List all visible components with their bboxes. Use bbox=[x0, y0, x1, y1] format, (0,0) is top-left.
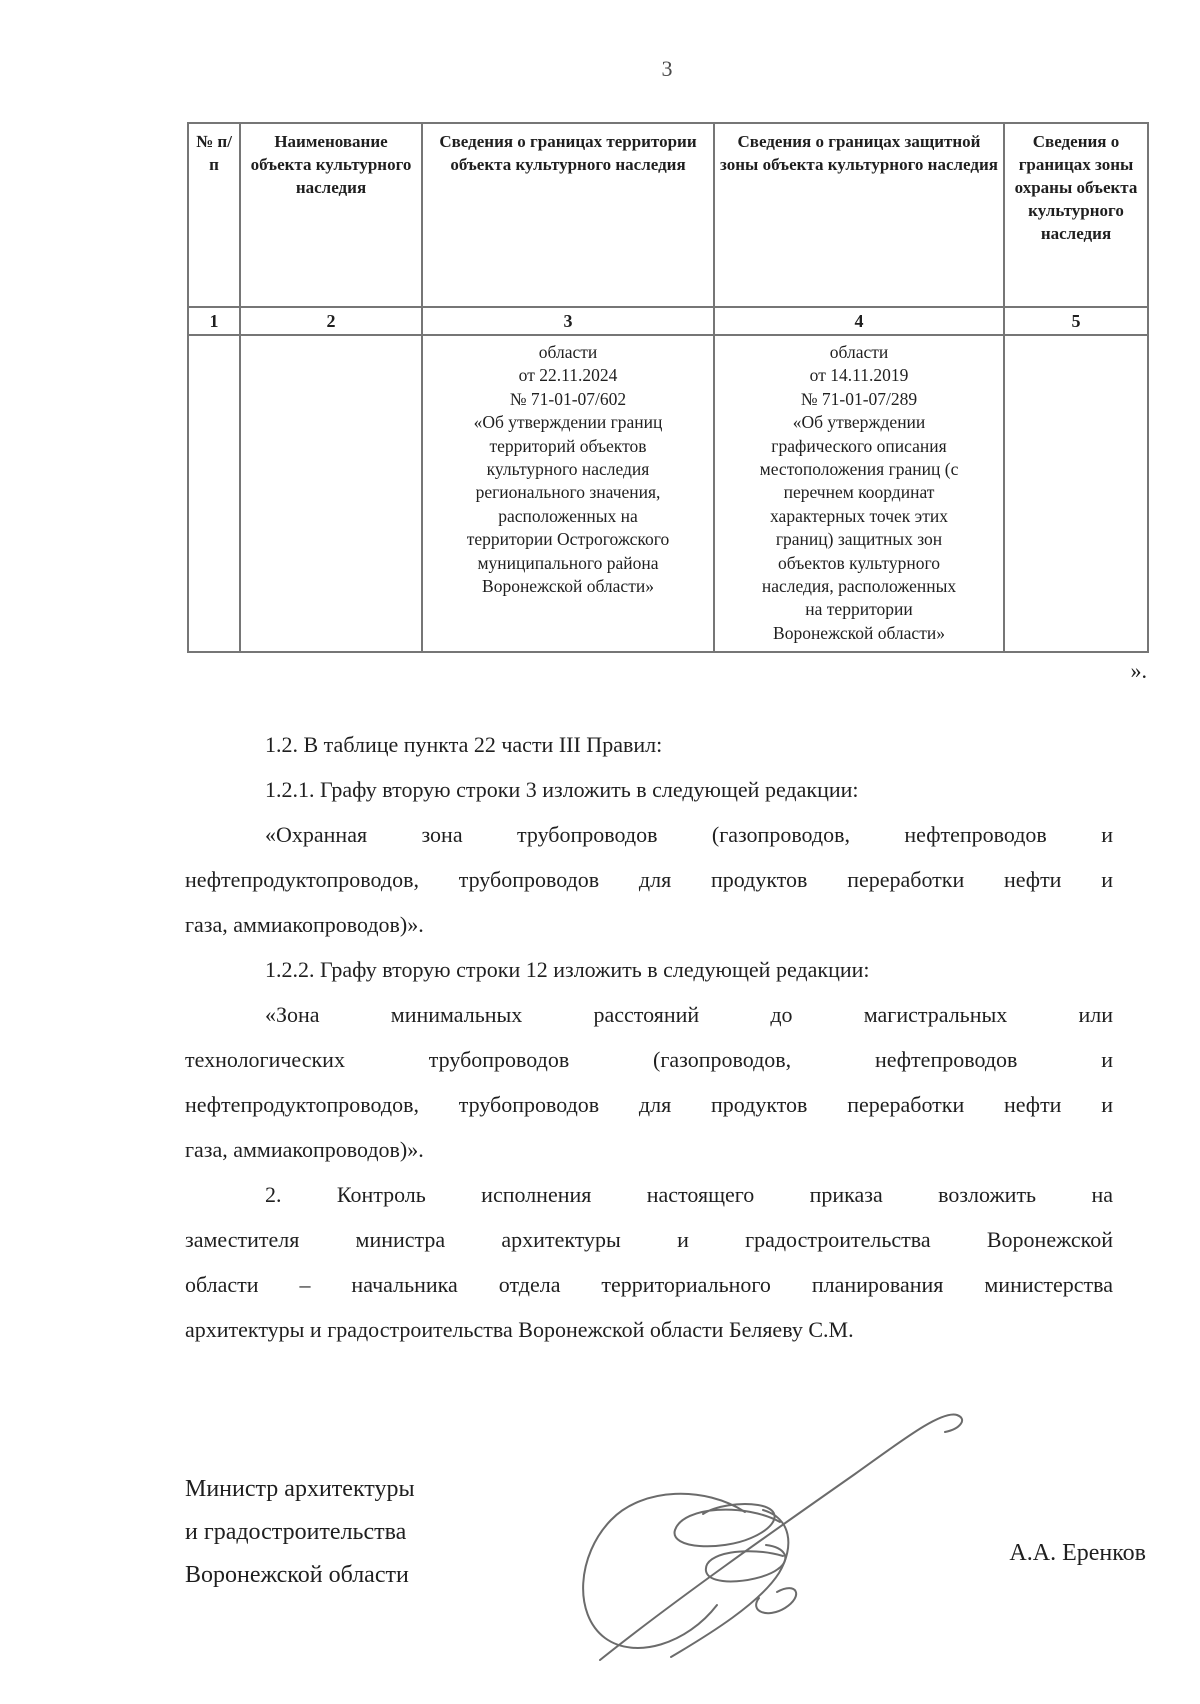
signature-position-title bbox=[185, 1468, 415, 1597]
table-cell-line: территорий объектов bbox=[489, 435, 647, 456]
paragraph-line: 2. Контроль исполнения настоящего приказа возложить на bbox=[265, 1182, 1113, 1207]
table-cell-line: области bbox=[538, 342, 598, 362]
paragraph-line: технологических трубопроводов (газопроводов, нефтепроводов и bbox=[185, 1047, 1113, 1072]
signature-title-line: Воронежской области bbox=[185, 1562, 409, 1588]
paragraph-line: нефтепродуктопроводов, трубопроводов для продуктов переработки нефти и bbox=[185, 867, 1113, 892]
signature-title-line: Министр архитектуры bbox=[185, 1476, 415, 1502]
paragraph-line: газа, аммиакопроводов)». bbox=[185, 912, 424, 937]
table-column-number-row bbox=[188, 307, 1148, 335]
paragraph-line: «Охранная зона трубопроводов (газопроводов, нефтепроводов и bbox=[265, 822, 1113, 847]
table-cell-line: местоположения границ (с bbox=[759, 459, 959, 480]
paragraph-line: нефтепродуктопроводов, трубопроводов для продуктов переработки нефти и bbox=[185, 1092, 1113, 1117]
paragraph-line: газа, аммиакопроводов)». bbox=[185, 1137, 424, 1162]
table-cell-line: регионального значения, bbox=[475, 482, 661, 503]
table-cell-line: Воронежской области» bbox=[773, 622, 945, 643]
paragraph bbox=[185, 1172, 1113, 1352]
table-cell-line: на территории bbox=[805, 599, 913, 620]
paragraph bbox=[185, 767, 1113, 812]
heritage-objects-table bbox=[187, 122, 1149, 653]
header-cell-protection-zone-borders: Сведения о границах зоны охраны объекта культурного наследия bbox=[1004, 123, 1148, 307]
cell-num bbox=[188, 335, 240, 652]
paragraph bbox=[185, 947, 1113, 992]
table-cell-line: объектов культурного bbox=[778, 552, 940, 573]
signature-title-line: и градостроительства bbox=[185, 1519, 407, 1545]
header-cell-territory-borders: Сведения о границах территории объекта культурного наследия bbox=[422, 123, 714, 307]
table-cell-line: «Об утверждении границ bbox=[473, 412, 663, 433]
table-cell-line: перечнем координат bbox=[783, 482, 935, 503]
header-cell-object-name: Наименование объекта культурного наследия bbox=[240, 123, 422, 307]
cell-object-name bbox=[240, 335, 422, 652]
paragraph-line: архитектуры и градостроительства Воронежской области Беляеву С.М. bbox=[185, 1317, 854, 1342]
paragraph bbox=[185, 812, 1113, 947]
cell-protection-zone-info bbox=[1004, 335, 1148, 652]
page-number: 3 bbox=[661, 56, 673, 81]
table-header-row bbox=[188, 123, 1148, 307]
header-cell-num: № п/п bbox=[188, 123, 240, 307]
table-cell-line: Воронежской области» bbox=[482, 576, 654, 597]
table-cell-line: наследия, расположенных bbox=[761, 576, 957, 597]
table-cell-line: от 22.11.2024 bbox=[518, 365, 618, 386]
table-cell-line: границ) защитных зон bbox=[775, 529, 943, 550]
handwritten-signature bbox=[545, 1392, 975, 1682]
paragraph-line: заместителя министра архитектуры и градостроительства Воронежской bbox=[185, 1227, 1113, 1252]
header-cell-protective-zone-borders: Сведения о границах защитной зоны объекта культурного наследия bbox=[714, 123, 1004, 307]
paragraph-line: 1.2. В таблице пункта 22 части III Правил: bbox=[265, 732, 663, 757]
table-row bbox=[188, 335, 1148, 652]
paragraph-line: 1.2.2. Графу вторую строки 12 изложить в следующей редакции: bbox=[265, 957, 870, 982]
paragraph bbox=[185, 992, 1113, 1172]
column-number: 2 bbox=[240, 307, 422, 335]
paragraph bbox=[185, 722, 1113, 767]
table-cell-line: от 14.11.2019 bbox=[809, 365, 909, 386]
column-number: 4 bbox=[714, 307, 1004, 335]
column-number: 5 bbox=[1004, 307, 1148, 335]
column-number: 3 bbox=[422, 307, 714, 335]
cell-territory-info bbox=[422, 335, 714, 652]
signer-name: А.А. Еренков bbox=[1009, 1540, 1146, 1566]
paragraph-line: «Зона минимальных расстояний до магистральных или bbox=[265, 1002, 1113, 1027]
table-cell-line: территории Острогожского bbox=[466, 529, 670, 550]
quote-closing-mark: ». bbox=[1130, 658, 1147, 683]
table-cell-line: области bbox=[829, 342, 889, 362]
paragraph-line: области – начальника отдела территориального планирования министерства bbox=[185, 1272, 1113, 1297]
paragraph-line: 1.2.1. Графу вторую строки 3 изложить в следующей редакции: bbox=[265, 777, 859, 802]
table-cell-line: № 71-01-07/289 bbox=[800, 388, 918, 409]
table-cell-line: муниципального района bbox=[477, 552, 659, 573]
table-cell-line: характерных точек этих bbox=[770, 505, 948, 526]
table-cell-line: графического описания bbox=[771, 435, 947, 456]
table-cell-line: № 71-01-07/602 bbox=[509, 388, 627, 409]
table-cell-line: «Об утверждении bbox=[792, 412, 926, 433]
table-cell-line: расположенных на bbox=[498, 505, 638, 526]
table-cell-line: культурного наследия bbox=[486, 459, 650, 480]
body-text bbox=[185, 722, 1113, 1352]
column-number: 1 bbox=[188, 307, 240, 335]
cell-protective-zone-info bbox=[714, 335, 1004, 652]
